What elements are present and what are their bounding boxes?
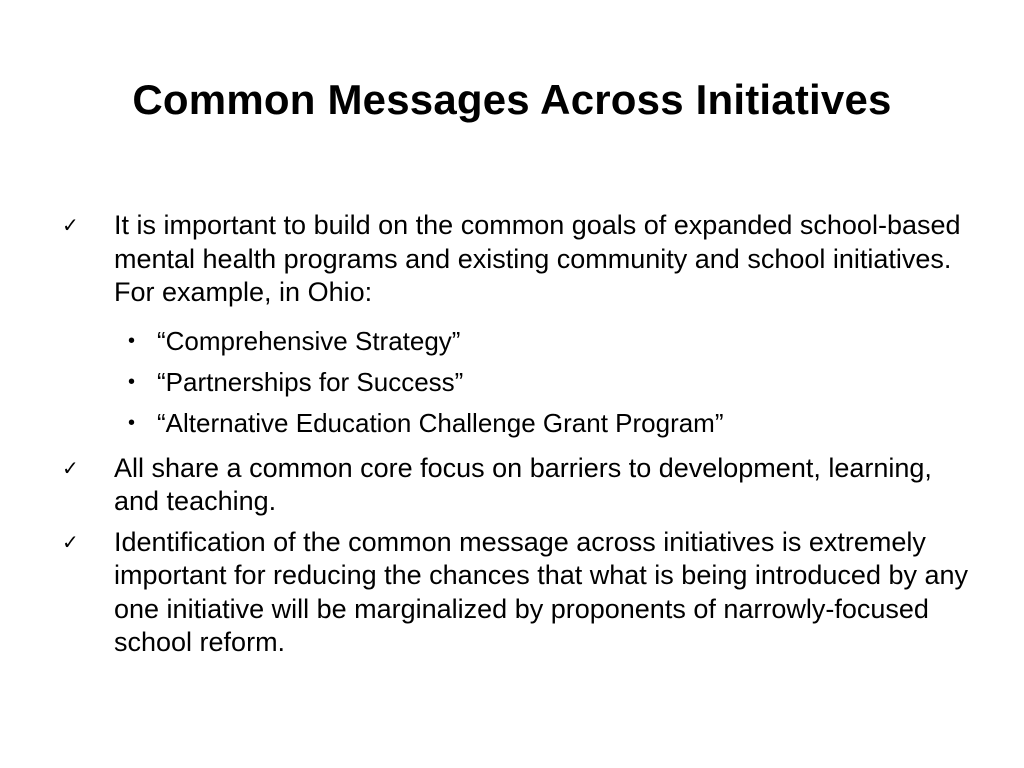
sub-list: [60, 321, 980, 444]
list-item: [60, 526, 980, 660]
sub-list-item-text: “Comprehensive Strategy”: [157, 325, 461, 356]
list-item: [60, 209, 980, 310]
checkmark-icon: ✓: [62, 455, 79, 480]
bullet-icon: •: [128, 370, 136, 393]
slide-content: [60, 209, 980, 660]
list-item: [60, 452, 980, 519]
sub-list-item-text: “Alternative Education Challenge Grant Program”: [157, 407, 724, 438]
spacer: [60, 519, 980, 526]
sub-list-item: [60, 362, 980, 403]
checkmark-icon: ✓: [62, 213, 79, 237]
slide-title: Common Messages Across Initiatives: [132, 76, 892, 123]
list-item-text: All share a common core focus on barriers to development, learning, and teaching.: [114, 452, 932, 516]
sub-list-item-text: “Partnerships for Success”: [157, 366, 464, 397]
checkmark-icon: ✓: [62, 529, 79, 554]
list-item-text: It is important to build on the common goals of expanded school-based mental health programs and existing community and school initiatives. For example, in Ohio:: [114, 210, 961, 307]
list-item-text: Identification of the common message across initiatives is extremely important for reducing the chances that what is being introduced by any one initiative will be marginalized by proponents of narrowly-focused school reform.: [114, 526, 969, 657]
bullet-icon: •: [128, 411, 136, 434]
bullet-icon: •: [128, 329, 136, 352]
sub-list-item: [60, 321, 980, 362]
sub-list-item: [60, 403, 980, 444]
